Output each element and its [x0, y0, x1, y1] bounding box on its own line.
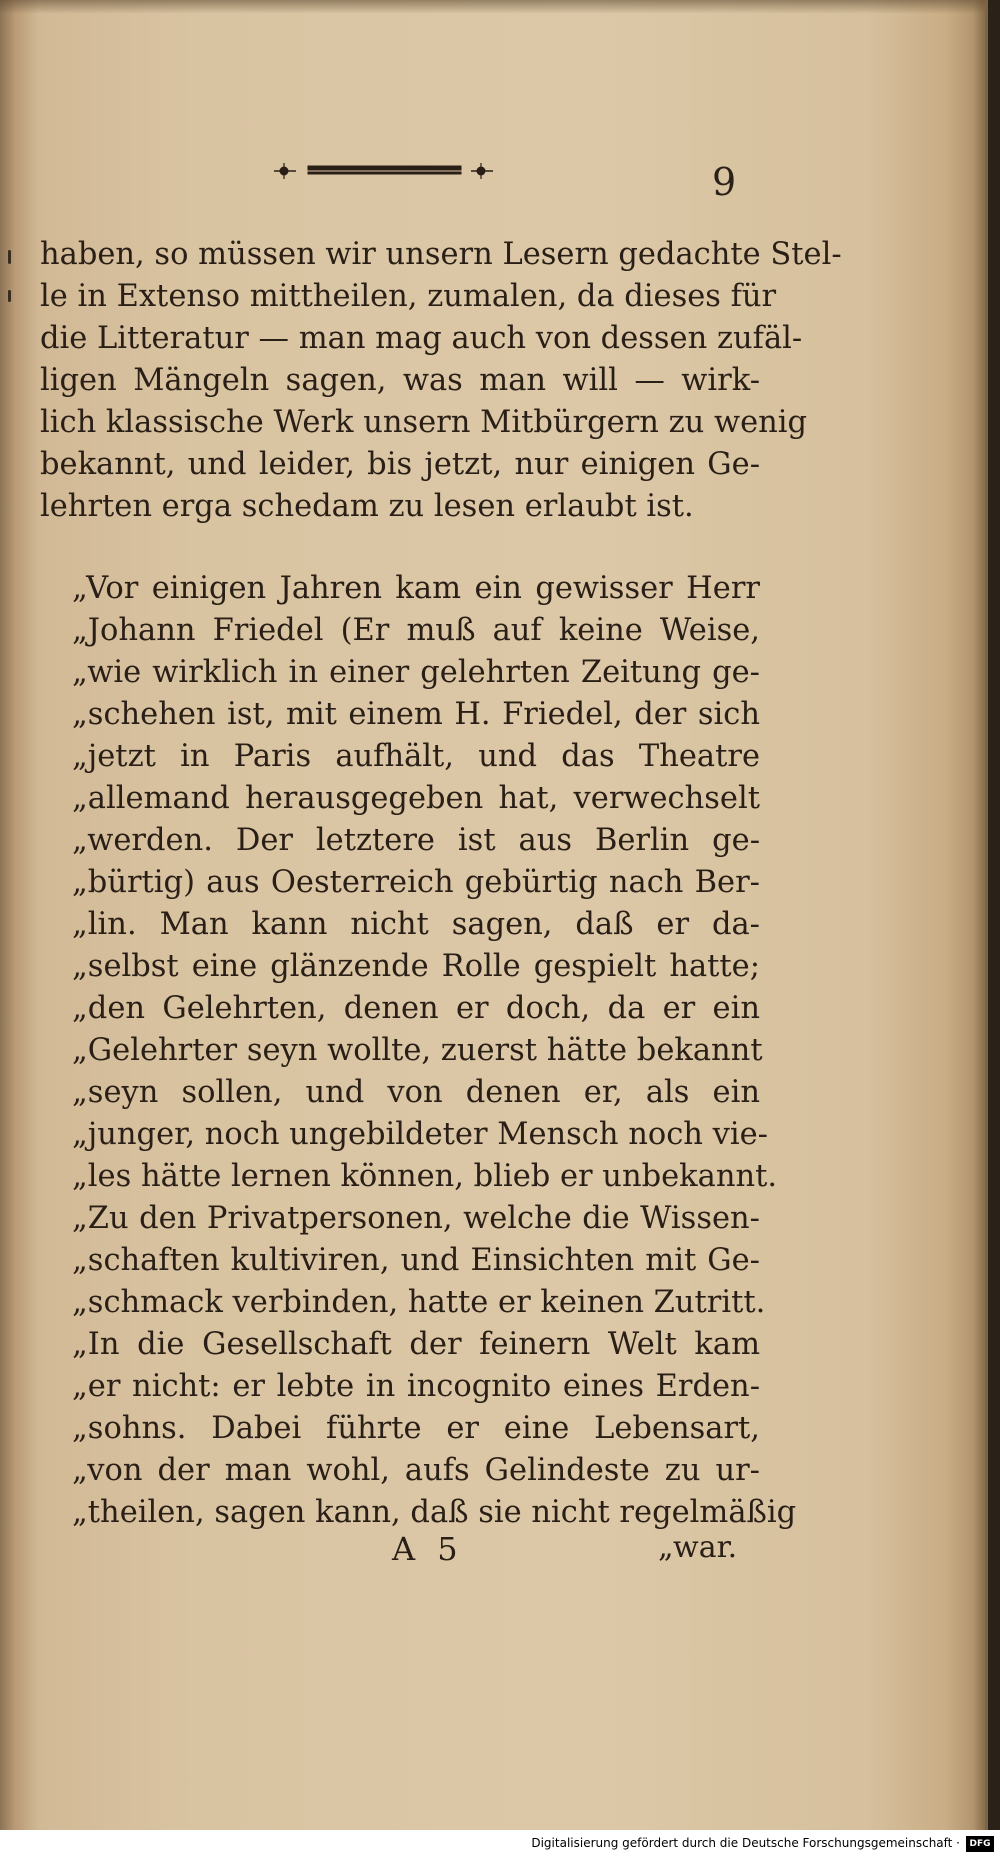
- text-line: die Litteratur — man mag auch von dessen zufäl-: [40, 321, 803, 356]
- signature-mark: A 5: [392, 1530, 464, 1568]
- text-line: lehrten erga schedam zu lesen erlaubt ist.: [40, 489, 694, 524]
- text-line: „allemand herausgegeben hat, verwechselt: [72, 781, 760, 816]
- margin-mark: [8, 250, 11, 264]
- text-line: „jetzt in Paris aufhält, und das Theatre: [72, 739, 760, 774]
- text-line: „les hätte lernen können, blieb er unbekannt.: [72, 1159, 778, 1194]
- text-line: „junger, noch ungebildeter Mensch noch vie-: [72, 1117, 768, 1152]
- text-line: „Zu den Privatpersonen, welche die Wissen-: [72, 1201, 760, 1236]
- text-line: haben, so müssen wir unsern Lesern gedachte Stel-: [40, 237, 842, 272]
- ornamental-rule: [272, 160, 497, 182]
- page-right-edge: [973, 0, 985, 1830]
- paragraph-2: [72, 568, 797, 1534]
- text-line: „seyn sollen, und von denen er, als ein: [72, 1075, 760, 1110]
- credit-text: Digitalisierung gefördert durch die Deutsche Forschungsgemeinschaft ·: [531, 1836, 960, 1850]
- paragraph-1: [40, 234, 842, 528]
- margin-mark: [8, 290, 11, 302]
- text-line: „Gelehrter seyn wollte, zuerst hätte bekannt: [72, 1033, 763, 1068]
- text-line: „den Gelehrten, denen er doch, da er ein: [72, 991, 760, 1026]
- text-line: „bürtig) aus Oesterreich gebürtig nach Ber-: [72, 865, 760, 900]
- text-line: „werden. Der letztere ist aus Berlin ge-: [72, 823, 760, 858]
- catchword: „war.: [658, 1530, 738, 1565]
- text-line: „selbst eine glänzende Rolle gespielt hatte;: [72, 949, 760, 984]
- text-line: „schehen ist, mit einem H. Friedel, der sich: [72, 697, 760, 732]
- text-line: „theilen, sagen kann, daß sie nicht regelmäßig: [72, 1495, 797, 1530]
- text-line: „sohns. Dabei führte er eine Lebensart,: [72, 1411, 760, 1446]
- text-line: „Vor einigen Jahren kam ein gewisser Herr: [72, 571, 760, 606]
- text-line: „schaften kultiviren, und Einsichten mit Ge-: [72, 1243, 760, 1278]
- text-line: bekannt, und leider, bis jetzt, nur einigen Ge-: [40, 447, 760, 482]
- dfg-logo: DFG: [966, 1836, 994, 1852]
- text-line: „er nicht: er lebte in incognito eines Erden-: [72, 1369, 760, 1404]
- page-number: 9: [712, 160, 737, 204]
- text-line: „lin. Man kann nicht sagen, daß er da-: [72, 907, 760, 942]
- page-top-shadow: [0, 0, 985, 14]
- digitization-credit-bar: [0, 1830, 1000, 1860]
- text-line: lich klassische Werk unsern Mitbürgern zu wenig: [40, 405, 808, 440]
- text-line: „Johann Friedel (Er muß auf keine Weise,: [72, 613, 760, 648]
- text-line: „wie wirklich in einer gelehrten Zeitung ge-: [72, 655, 760, 690]
- text-line: „von der man wohl, aufs Gelindeste zu ur-: [72, 1453, 760, 1488]
- text-line: „In die Gesellschaft der feinern Welt kam: [72, 1327, 760, 1362]
- text-line: le in Extenso mittheilen, zumalen, da dieses für: [40, 279, 777, 314]
- text-line: ligen Mängeln sagen, was man will — wirk-: [40, 363, 760, 398]
- text-line: „schmack verbinden, hatte er keinen Zutritt.: [72, 1285, 766, 1320]
